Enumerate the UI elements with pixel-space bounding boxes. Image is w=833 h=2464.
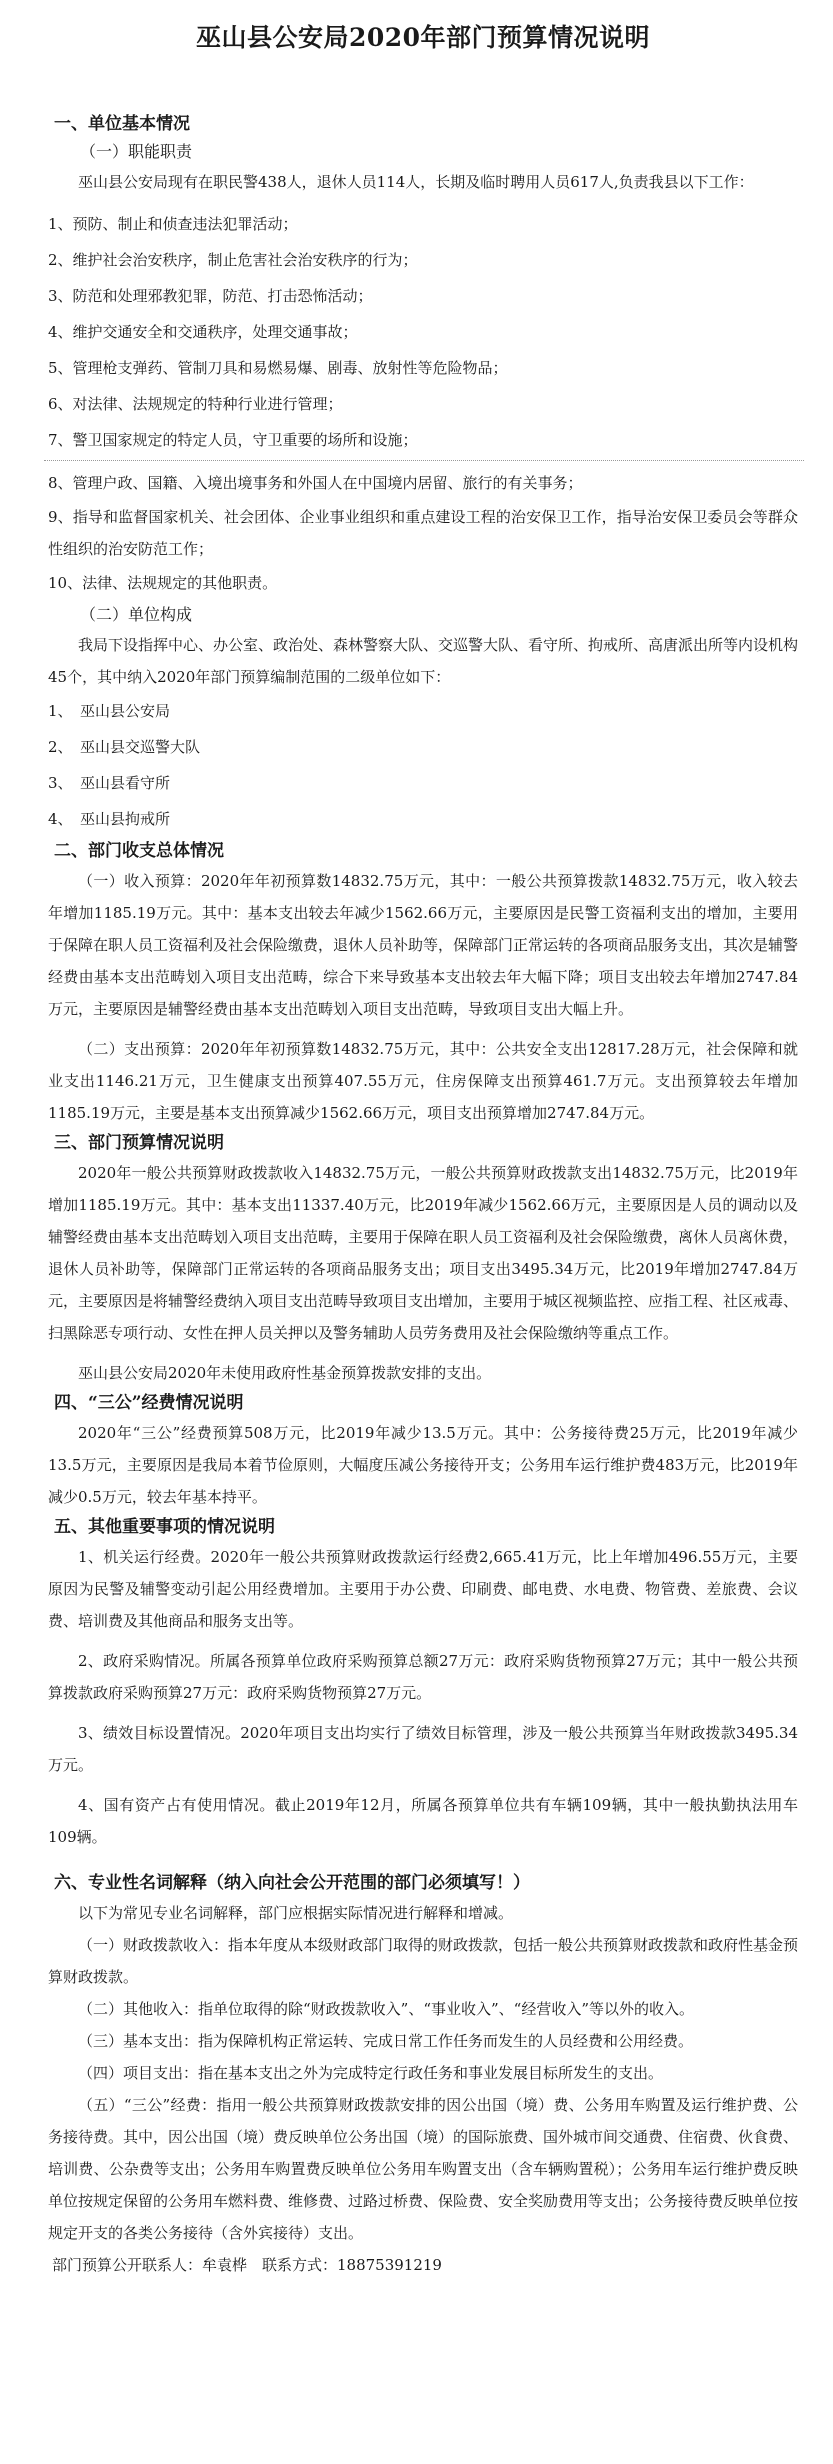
section-4-body: 2020年“三公”经费预算508万元，比2019年减少13.5万元。其中：公务接待费25万元，比2019年减少13.5万元，主要原因是我局本着节俭原则，大幅度压减公务接待开支；公务用车运行维护费483万元，比2019年减少0.5万元，较去年基本持平。 [48,1424,798,1506]
term-item: （三）基本支出：指为保障机构正常运转、完成日常工作任务而发生的人员经费和公用经费。 [78,2032,694,2050]
section-3-heading: 三、部门预算情况说明 [54,1133,224,1153]
duty-item: 6、对法律、法规规定的特种行业进行管理； [48,395,343,413]
term-item: （二）其他收入：指单位取得的除“财政拨款收入”、“事业收入”、“经营收入”等以外的收入。 [78,2000,695,2018]
section-1-intro: 巫山县公安局现有在职民警438人，退休人员114人，长期及临时聘用人员617人,负责我县以下工作： [78,173,754,191]
unit-item: 2、 巫山县交巡警大队 [48,738,201,756]
section-4-heading: 四、“三公”经费情况说明 [54,1393,244,1413]
page-break-line [44,460,804,461]
section-5-item: 4、国有资产占有使用情况。截止2019年12月，所属各预算单位共有车辆109辆，其中一般执勤执法用车109辆。 [48,1796,798,1846]
term-item: （五）“三公”经费：指用一般公共预算财政拨款安排的因公出国（境）费、公务用车购置及运行维护费、公务接待费。其中，因公出国（境）费反映单位公务出国（境）的国际旅费、国外城市间交通费、住宿费、伙食费、培训费、公杂费等支出；公务用车购置费反映单位公务用车购置支出（含车辆购置税）；公务用车运行维护费反映单位按规定保留的公务用车燃料费、维修费、过路过桥费、保险费、安全奖励费用等支出；公务接待费反映单位按规定开支的各类公务接待（含外宾接待）支出。 [48,2096,799,2242]
duty-item: 2、维护社会治安秩序，制止危害社会治安秩序的行为； [48,251,418,269]
contact-line: 部门预算公开联系人：牟袁桦 联系方式：18875391219 [52,2256,442,2274]
duty-item: 9、指导和监督国家机关、社会团体、企业事业组织和重点建设工程的治安保卫工作，指导治安保卫委员会等群众性组织的治安防范工作； [48,508,798,558]
unit-item: 3、 巫山县看守所 [48,774,171,792]
section-3-body: 2020年一般公共预算财政拨款收入14832.75万元，一般公共预算财政拨款支出14832.75万元，比2019年增加1185.19万元。其中：基本支出11337.40万元，比2019年减少1562.66万元，主要原因是人员的调动以及辅警经费由基本支出范畴划入项目支出范畴，主要用于保障在职人员工资福利及社会保险缴费，离休人员离休费，退休人员补助等，保障部门正常运转的各项商品服务支出；项目支出3495.34万元，比2019年增加2747.84万元，主要原因是将辅警经费纳入项目支出范畴导致项目支出增加，主要用于城区视频监控、应指工程、社区戒毒、扫黑除恶专项行动、女性在押人员关押以及警务辅助人员劳务费用及社会保险缴纳等重点工作。 [48,1164,799,1342]
section-5-item: 3、绩效目标设置情况。2020年项目支出均实行了绩效目标管理，涉及一般公共预算当年财政拨款3495.34万元。 [48,1724,798,1774]
section-5-item: 1、机关运行经费。2020年一般公共预算财政拨款运行经费2,665.41万元，比上年增加496.55万元，主要原因为民警及辅警变动引起公用经费增加。主要用于办公费、印刷费、邮电费、水电费、物管费、差旅费、会议费、培训费及其他商品和服务支出等。 [48,1548,798,1630]
section-5-heading: 五、其他重要事项的情况说明 [54,1517,275,1537]
section-2-heading: 二、部门收支总体情况 [54,841,224,861]
section-2-income: （一）收入预算：2020年年初预算数14832.75万元，其中：一般公共预算拨款14832.75万元，收入较去年增加1185.19万元。其中：基本支出较去年减少1562.66万元，主要原因是民警工资福利支出的增加，主要用于保障在职人员工资福利及社会保险缴费，退休人员补助等，保障部门正常运转的各项商品服务支出，其次是辅警经费由基本支出范畴划入项目支出范畴，综合下来导致基本支出较去年大幅下降；项目支出较去年增加2747.84万元，主要原因是辅警经费由基本支出范畴划入项目支出范畴，导致项目支出大幅上升。 [48,872,799,1018]
section-5-item: 2、政府采购情况。所属各预算单位政府采购预算总额27万元：政府采购货物预算27万元；其中一般公共预算拨款政府采购预算27万元：政府采购货物预算27万元。 [48,1652,798,1702]
section-1-composition: 我局下设指挥中心、办公室、政治处、森林警察大队、交巡警大队、看守所、拘戒所、高唐派出所等内设机构45个，其中纳入2020年部门预算编制范围的二级单位如下： [48,636,799,686]
duty-item: 8、管理户政、国籍、入境出境事务和外国人在中国境内居留、旅行的有关事务； [48,474,583,492]
section-1-sub-1: （一）职能职责 [80,142,193,161]
document [48,18,798,2281]
duty-item: 10、法律、法规规定的其他职责。 [48,574,278,592]
section-2-expense: （二）支出预算：2020年年初预算数14832.75万元，其中：公共安全支出12817.28万元，社会保障和就业支出1146.21万元，卫生健康支出预算407.55万元，住房保障支出预算461.7万元。支出预算较去年增加1185.19万元，主要是基本支出预算减少1562.66万元，项目支出预算增加2747.84万元。 [48,1040,798,1122]
unit-item: 4、 巫山县拘戒所 [48,810,171,828]
section-1-heading: 一、单位基本情况 [54,114,190,134]
term-item: （四）项目支出：指在基本支出之外为完成特定行政任务和事业发展目标所发生的支出。 [78,2064,664,2082]
unit-item: 1、 巫山县公安局 [48,702,171,720]
duty-item: 1、预防、制止和侦查违法犯罪活动； [48,215,298,233]
term-item: （一）财政拨款收入：指本年度从本级财政部门取得的财政拨款，包括一般公共预算财政拨款和政府性基金预算财政拨款。 [48,1936,799,1986]
section-1-sub-2: （二）单位构成 [80,605,193,624]
duty-item: 4、维护交通安全和交通秩序，处理交通事故； [48,323,358,341]
section-3-note: 巫山县公安局2020年未使用政府性基金预算拨款安排的支出。 [78,1364,492,1382]
section-6-intro: 以下为常见专业名词解释，部门应根据实际情况进行解释和增减。 [78,1904,514,1922]
section-6-heading: 六、专业性名词解释（纳入向社会公开范围的部门必须填写！） [54,1873,530,1893]
duty-item: 5、管理枪支弹药、管制刀具和易燃易爆、剧毒、放射性等危险物品； [48,359,508,377]
duty-item: 3、防范和处理邪教犯罪，防范、打击恐怖活动； [48,287,373,305]
duty-item: 7、警卫国家规定的特定人员，守卫重要的场所和设施； [48,431,418,449]
document-title: 巫山县公安局2020年部门预算情况说明 [195,23,651,52]
